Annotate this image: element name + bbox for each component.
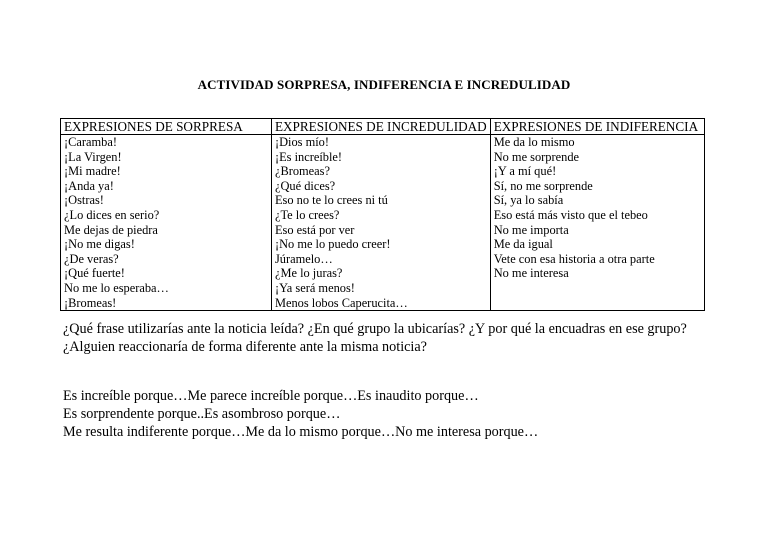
list-item: ¡Caramba! xyxy=(64,135,117,149)
prompt-line-sorpresa: Es sorprendente porque..Es asombroso porque… xyxy=(63,406,341,422)
prompt-line-incredulidad: Es increíble porque…Me parece increíble porque…Es inaudito porque… xyxy=(63,388,479,404)
list-item: ¿Lo dices en serio? xyxy=(64,207,160,222)
list-item: ¿De veras? xyxy=(64,251,119,266)
page-title: ACTIVIDAD SORPRESA, INDIFERENCIA E INCREDULIDAD xyxy=(197,77,571,92)
list-item: Eso está por ver xyxy=(274,222,355,237)
list-item: No me interesa xyxy=(493,266,569,281)
list-item: Sí, no me sorprende xyxy=(493,178,593,193)
header-sorpresa: EXPRESIONES DE SORPRESA xyxy=(61,119,272,135)
list-item: Eso está más visto que el tebeo xyxy=(493,207,648,222)
list-item: Me da igual xyxy=(493,237,553,252)
list-item: ¿Te lo crees? xyxy=(274,207,340,222)
prompt-line-indiferencia: Me resulta indiferente porque…Me da lo mismo porque…No me interesa porque… xyxy=(63,424,539,440)
list-item: ¡Qué fuerte! xyxy=(64,266,125,281)
list-item: Vete con esa historia a otra parte xyxy=(493,251,655,266)
list-item: ¡No me digas! xyxy=(64,237,135,252)
list-item: ¡Es increíble! xyxy=(274,149,343,164)
column-incredulidad xyxy=(271,135,490,311)
header-incredulidad: EXPRESIONES DE INCREDULIDAD xyxy=(271,119,490,135)
list-item: Júramelo… xyxy=(274,251,333,266)
list-item: Menos lobos Caperucita… xyxy=(274,295,408,310)
list-item: No me lo esperaba… xyxy=(64,280,169,295)
list-item xyxy=(494,281,701,296)
list-item: Me da lo mismo xyxy=(493,135,575,149)
list-item: ¡Dios mío! xyxy=(274,135,329,149)
table-header-row xyxy=(61,119,705,135)
list-item xyxy=(494,296,701,311)
list-item: ¡Ostras! xyxy=(64,193,104,208)
list-item: No me sorprende xyxy=(493,149,580,164)
list-item: ¡Mi madre! xyxy=(64,164,121,179)
list-item: No me importa xyxy=(493,222,569,237)
list-item: ¿Qué dices? xyxy=(274,178,336,193)
list-item: Me dejas de piedra xyxy=(64,222,158,237)
list-item: Eso no te lo crees ni tú xyxy=(274,193,388,208)
list-item: ¡Ya será menos! xyxy=(274,280,355,295)
list-item: ¿Me lo juras? xyxy=(274,266,343,281)
header-indiferencia: EXPRESIONES DE INDIFERENCIA xyxy=(490,119,704,135)
list-item: ¿Bromeas? xyxy=(274,164,330,179)
table-row xyxy=(61,135,705,311)
list-item: ¡No me lo puedo creer! xyxy=(274,237,391,252)
column-sorpresa xyxy=(61,135,272,311)
list-item: ¡Y a mí qué! xyxy=(493,164,557,179)
list-item: ¡Anda ya! xyxy=(64,178,114,193)
list-item: ¡Bromeas! xyxy=(64,295,117,310)
expressions-table xyxy=(60,118,705,311)
column-indiferencia xyxy=(490,135,704,311)
answer-prompts xyxy=(63,387,703,441)
question-paragraph: ¿Qué frase utilizarías ante la noticia leída? ¿En qué grupo la ubicarías? ¿Y por qué la encuadras en ese grupo? ¿Alguien reaccionaría de forma diferente ante la misma noticia? xyxy=(63,321,687,355)
list-item: Sí, ya lo sabía xyxy=(493,193,564,208)
list-item: ¡La Virgen! xyxy=(64,149,122,164)
